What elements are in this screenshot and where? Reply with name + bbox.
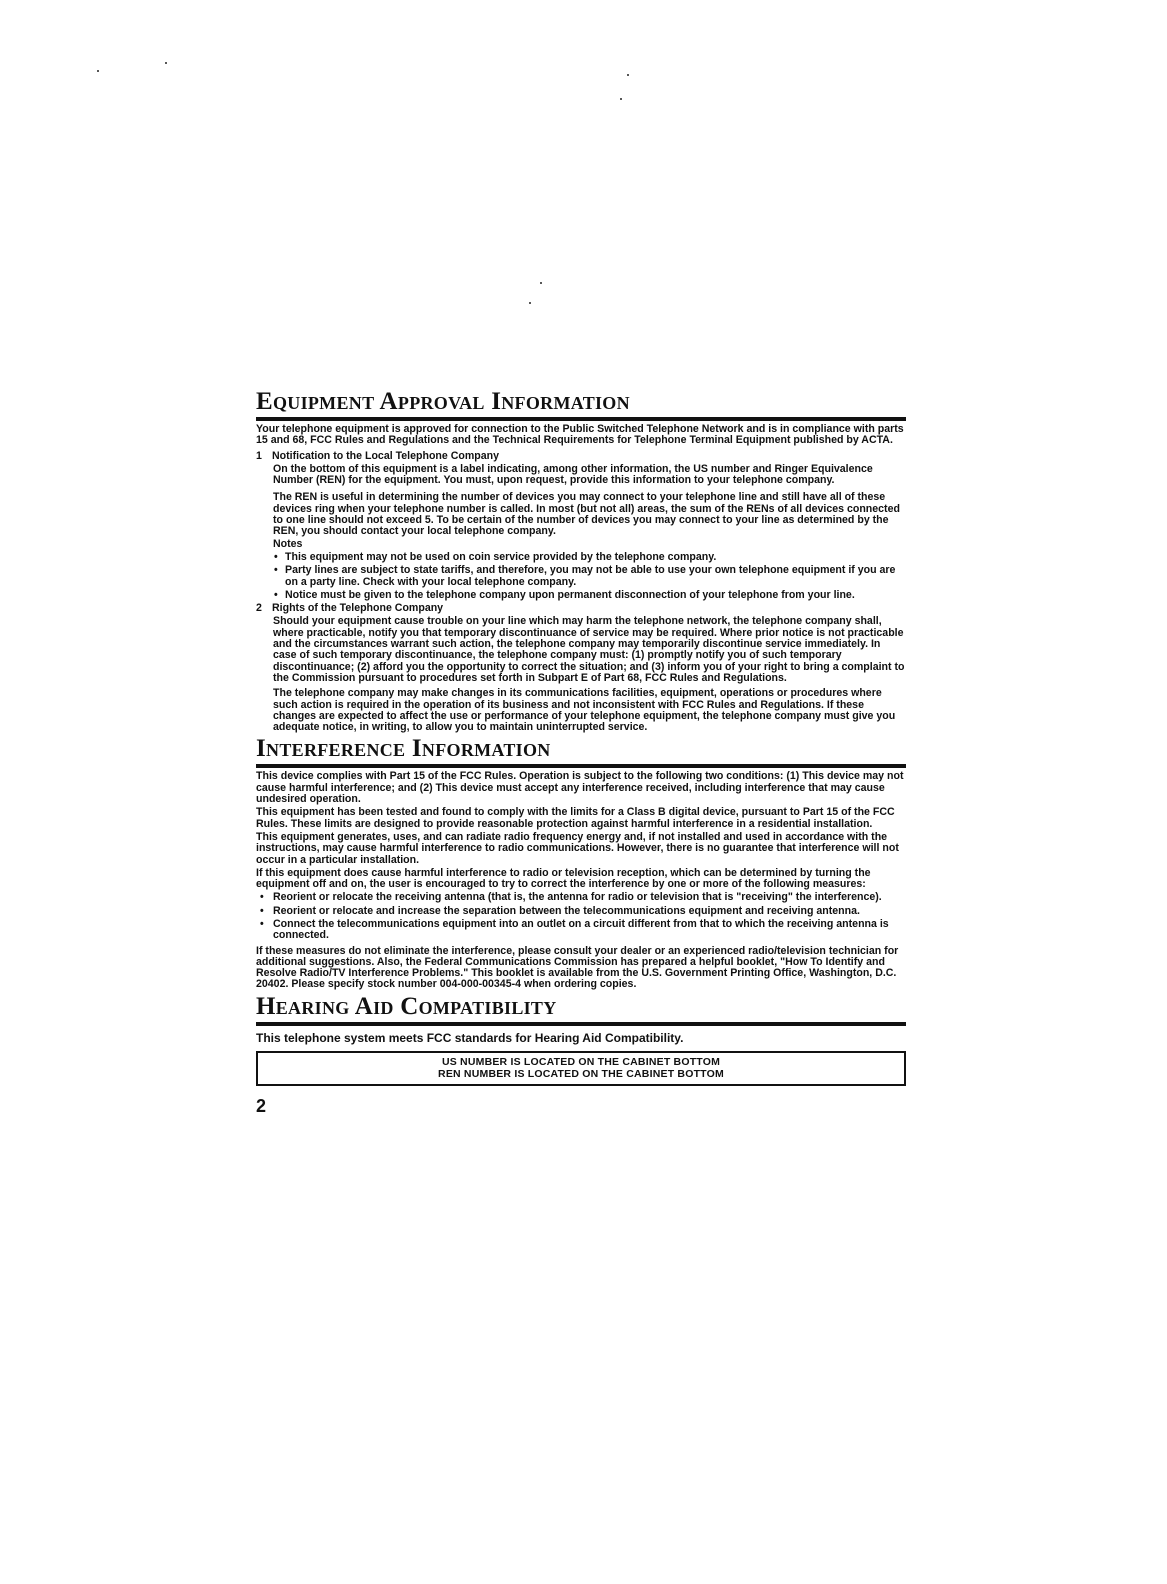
- notification-paragraph: On the bottom of this equipment is a label indicating, among other information, the US number and Ringer Equivalence Number (REN) for the equipment. You must, upon request, provide this information to your telephone company.: [273, 462, 873, 487]
- us-number-notice: US NUMBER IS LOCATED ON THE CABINET BOTTOM: [441, 1055, 721, 1068]
- hearing-aid-heading: Hearing Aid Compatibility: [256, 993, 906, 1026]
- page-number: 2: [256, 1095, 267, 1116]
- document-page: [256, 388, 906, 1117]
- scan-speck: [627, 74, 629, 76]
- equipment-approval-heading: Equipment Approval Information: [256, 388, 906, 421]
- list-item: • Party lines are subject to state tariffs, and therefore, you may not be able to use your own telephone equipment if you are on a party line. Check with your local telephone company.: [274, 564, 896, 588]
- list-item: • Connect the telecommunications equipment into an outlet on a circuit different from that to which the receiving antenna is connected.: [260, 917, 889, 942]
- interference-paragraph: If these measures do not eliminate the interference, please consult your dealer or an experienced radio/television technician for additional suggestions. Also, the Federal Communications Commission has prepared a helpful booklet, "How To Identify and Resolve Radio/TV Interference Problems." This booklet is available from the U.S. Government Printing Office, Washington, D.C. 20402. Please specify stock number 004-000-00345-4 when ordering copies.: [256, 944, 899, 991]
- scan-speck: [540, 282, 542, 284]
- cabinet-notice-box: [256, 1051, 906, 1086]
- scan-speck: [620, 98, 622, 100]
- notes-label: Notes: [273, 537, 303, 550]
- item-number: 1: [256, 449, 262, 462]
- ren-paragraph: The REN is useful in determining the number of devices you may connect to your telephone line and still have all of these devices ring when your telephone number is called. In most (but not all) areas, the sum of the RENs of all devices connected to one line should not exceed 5. To be certain of the number of devices you may connect to your line as determined by the REN, you should contact your local telephone company.: [273, 491, 900, 538]
- notes-list: [256, 552, 906, 601]
- ren-number-notice: REN NUMBER IS LOCATED ON THE CABINET BOTTOM: [438, 1067, 724, 1080]
- notification-item: [256, 451, 906, 462]
- interference-paragraph: This device complies with Part 15 of the FCC Rules. Operation is subject to the following two conditions: (1) This device may not cause harmful interference; and (2) This device must accept any interference received, including interference that may cause undesired operation.: [256, 770, 904, 806]
- rights-changes-paragraph: The telephone company may make changes in its communications facilities, equipment, operations or procedures where such action is required in the operation of its business and not inconsistent with FCC Rules and Regulations. If these changes are expected to affect the use or performance of your telephone equipment, the telephone company must give you adequate notice, in writing, to allow you to maintain uninterrupted service.: [273, 687, 896, 734]
- scan-speck: [529, 302, 531, 304]
- measures-list: [256, 892, 906, 941]
- item-title: Notification to the Local Telephone Company: [272, 449, 499, 462]
- item-title: Rights of the Telephone Company: [272, 602, 444, 615]
- interference-paragraph: This equipment has been tested and found to comply with the limits for a Class B digital device, pursuant to Part 15 of the FCC Rules. These limits are designed to provide reasonable protection against harmful interference in a residential installation.: [256, 806, 895, 830]
- item-number: 2: [256, 602, 262, 615]
- equipment-intro-paragraph: Your telephone equipment is approved for connection to the Public Switched Telephone Network and is in compliance with parts 15 and 68, FCC Rules and Regulations and the Technical Requirements for Telephone Terminal Equipment published by ACTA.: [256, 423, 904, 447]
- hearing-aid-paragraph: This telephone system meets FCC standards for Hearing Aid Compatibility.: [256, 1030, 684, 1045]
- scan-speck: [97, 70, 99, 72]
- scan-speck: [165, 62, 167, 64]
- list-item: • Reorient or relocate and increase the separation between the telecommunications equipment and receiving antenna.: [260, 904, 860, 917]
- list-item: • Notice must be given to the telephone company upon permanent disconnection of your telephone from your line.: [274, 588, 855, 601]
- list-item: • Reorient or relocate the receiving antenna (that is, the antenna for radio or television that is "receiving" the interference).: [260, 891, 882, 904]
- interference-paragraph: This equipment generates, uses, and can radiate radio frequency energy and, if not installed and used in accordance with the instructions, may cause harmful interference to radio communications. However, there is no guarantee that interference will not occur in a particular installation.: [256, 830, 899, 866]
- list-item: • This equipment may not be used on coin service provided by the telephone company.: [274, 550, 717, 563]
- rights-item: [256, 603, 906, 614]
- interference-heading: Interference Information: [256, 735, 906, 768]
- rights-paragraph: Should your equipment cause trouble on your line which may harm the telephone network, the telephone company shall, where practicable, notify you that temporary discontinuance of service may be required. Where prior notice is not practicable and the circumstances warrant such action, the telephone company may temporarily discontinue service immediately. In case of such temporary discontinuance, the telephone company must: (1) promptly notify you of such temporary discontinuance; (2) afford you the opportunity to correct the situation; and (3) inform you of your right to bring a complaint to the Commission pursuant to procedures set forth in Subpart E of Part 68, FCC Rules and Regulations.: [273, 615, 905, 684]
- interference-paragraph: If this equipment does cause harmful interference to radio or television reception, which can be determined by turning the equipment off and on, the user is encouraged to try to correct the interference by one or more of the following measures:: [256, 866, 871, 891]
